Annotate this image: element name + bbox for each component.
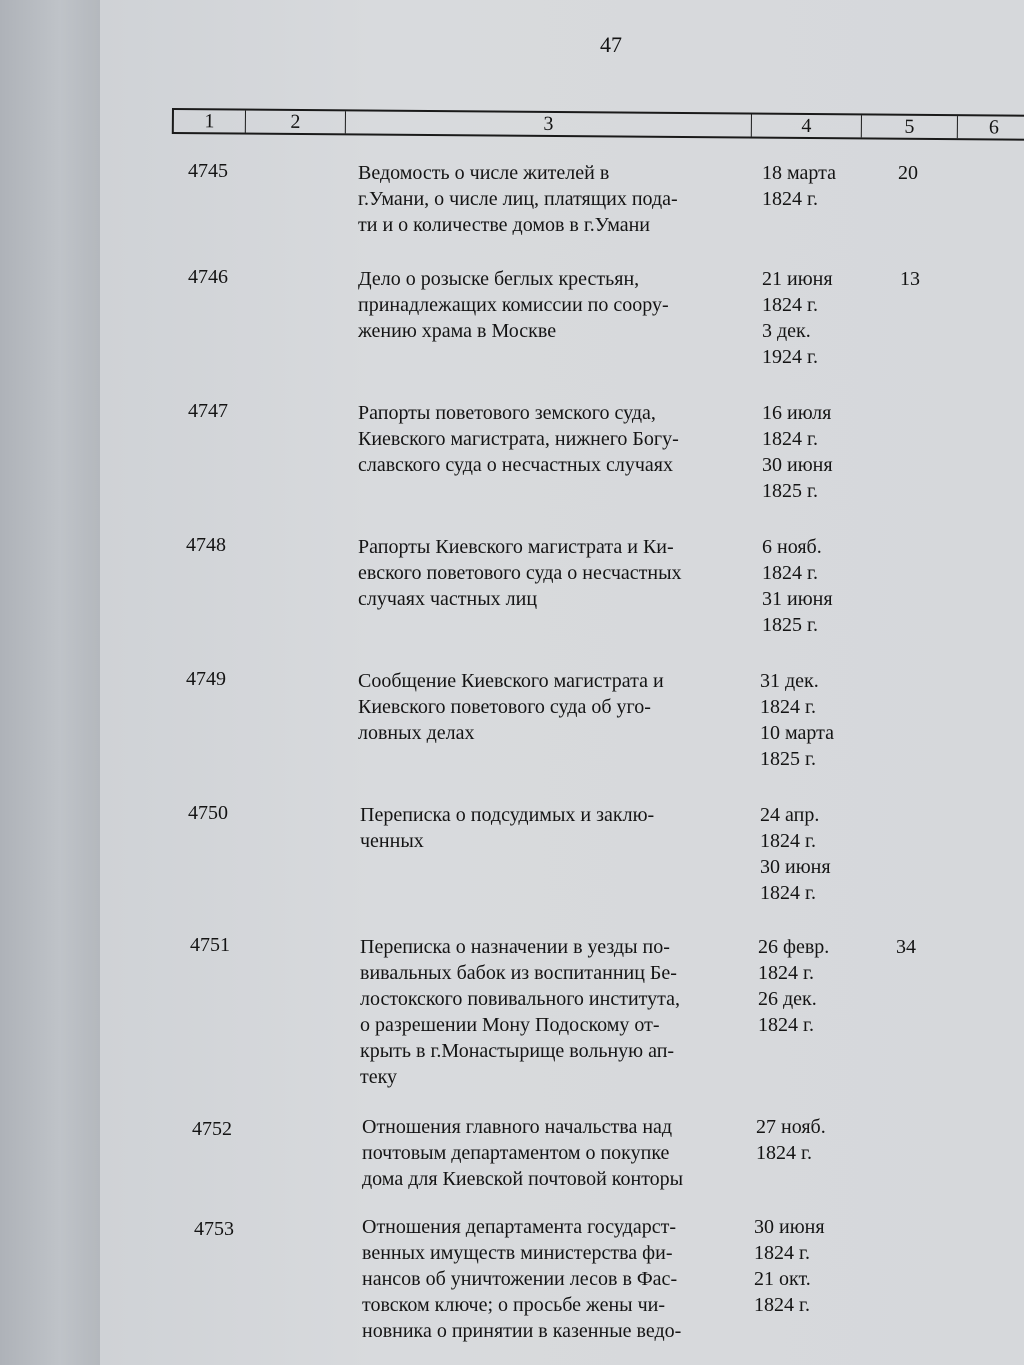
entry-number: 4747 xyxy=(188,400,228,422)
title-line: Киевского магистрата, нижнего Богу- xyxy=(358,428,679,450)
title-line: Дело о розыске беглых крестьян, xyxy=(358,268,640,290)
entry-title xyxy=(360,802,752,854)
column-header-4: 4 xyxy=(752,115,862,138)
entry-dates xyxy=(760,802,831,906)
title-line: случаях частных лиц xyxy=(358,588,538,610)
date-line: 18 марта xyxy=(762,162,836,184)
date-line: 1824 г. xyxy=(760,882,816,904)
entry-dates xyxy=(754,1214,825,1318)
date-line: 1824 г. xyxy=(762,294,818,316)
date-line: 31 дек. xyxy=(760,670,819,692)
page-number: 47 xyxy=(600,32,622,57)
date-line: 1824 г. xyxy=(754,1294,810,1316)
title-line: Переписка о подсудимых и заклю- xyxy=(360,804,655,826)
date-line: 31 июня xyxy=(762,588,833,610)
title-line: Рапорты поветового земского суда, xyxy=(358,402,656,424)
date-line: 30 июня xyxy=(762,454,833,476)
entry-title xyxy=(362,1214,754,1344)
title-line: Сообщение Киевского магистрата и xyxy=(358,670,664,692)
date-line: 6 нояб. xyxy=(762,536,822,558)
title-line: вивальных бабок из воспитанниц Бе- xyxy=(360,962,677,984)
title-line: крыть в г.Монастырище вольную ап- xyxy=(360,1040,675,1062)
title-line: венных имуществ министерства фи- xyxy=(362,1242,673,1264)
entry-title xyxy=(360,934,752,1090)
date-line: 1824 г. xyxy=(756,1142,812,1164)
entry-title xyxy=(358,400,750,478)
title-line: дома для Киевской почтовой конторы xyxy=(362,1168,684,1190)
entry-number: 4745 xyxy=(188,160,228,182)
date-line: 26 февр. xyxy=(758,936,830,958)
title-line: теку xyxy=(360,1066,398,1088)
title-line: ловных делах xyxy=(358,722,475,744)
entry-number: 4751 xyxy=(190,934,230,956)
column-header-2: 2 xyxy=(246,111,346,134)
entry-dates xyxy=(762,266,833,370)
date-line: 1825 г. xyxy=(762,480,818,502)
entry-dates xyxy=(760,668,834,772)
date-line: 1825 г. xyxy=(760,748,816,770)
entry-dates xyxy=(762,160,836,212)
entry-number: 4753 xyxy=(194,1218,234,1240)
title-line: товском ключе; о просьбе жены чи- xyxy=(362,1294,666,1316)
column-header-6: 6 xyxy=(988,116,999,139)
title-line: славского суда о несчастных случаях xyxy=(358,454,673,476)
entry-dates xyxy=(762,534,833,638)
entry-title xyxy=(358,266,750,344)
title-line: почтовым департаментом о покупке xyxy=(362,1142,670,1164)
date-line: 30 июня xyxy=(754,1216,825,1238)
date-line: 21 июня xyxy=(762,268,833,290)
entry-number: 4749 xyxy=(186,668,226,690)
date-line: 1824 г. xyxy=(762,562,818,584)
date-line: 26 дек. xyxy=(758,988,817,1010)
title-line: Киевского поветового суда об уго- xyxy=(358,696,651,718)
date-line: 1824 г. xyxy=(762,428,818,450)
date-line: 16 июля xyxy=(762,402,832,424)
entry-title xyxy=(358,668,750,746)
title-line: Переписка о назначении в уезды по- xyxy=(360,936,670,958)
title-line: лостокского повивального института, xyxy=(360,988,680,1010)
title-line: евского поветового суда о несчастных xyxy=(358,562,682,584)
date-line: 24 апр. xyxy=(760,804,820,826)
entry-sheet-count: 20 xyxy=(898,162,918,184)
date-line: 30 июня xyxy=(760,856,831,878)
entry-number: 4752 xyxy=(192,1118,232,1140)
date-line: 1824 г. xyxy=(760,830,816,852)
entry-title xyxy=(358,534,750,612)
entry-number: 4748 xyxy=(186,534,226,556)
date-line: 1824 г. xyxy=(758,1014,814,1036)
title-line: жению храма в Москве xyxy=(358,320,557,342)
title-line: ченных xyxy=(360,830,424,852)
date-line: 21 окт. xyxy=(754,1268,811,1290)
date-line: 3 дек. xyxy=(762,320,811,342)
entry-sheet-count: 13 xyxy=(900,268,920,290)
entry-number: 4750 xyxy=(188,802,228,824)
entry-number: 4746 xyxy=(188,266,228,288)
date-line: 10 марта xyxy=(760,722,834,744)
title-line: принадлежащих комиссии по соору- xyxy=(358,294,669,316)
title-line: г.Умани, о числе лиц, платящих пода- xyxy=(358,188,678,210)
date-line: 1825 г. xyxy=(762,614,818,636)
column-header-5: 5 xyxy=(862,115,958,138)
title-line: ти и о количестве домов в г.Умани xyxy=(358,214,651,236)
entry-title xyxy=(358,160,750,238)
entry-dates xyxy=(756,1114,826,1166)
title-line: Отношения департамента государст- xyxy=(362,1216,676,1238)
entry-title xyxy=(362,1114,754,1192)
date-line: 1824 г. xyxy=(754,1242,810,1264)
entry-dates xyxy=(762,400,833,504)
date-line: 1824 г. xyxy=(760,696,816,718)
date-line: 1824 г. xyxy=(758,962,814,984)
title-line: нансов об уничтожении лесов в Фас- xyxy=(362,1268,678,1290)
column-header-1: 1 xyxy=(174,110,246,133)
date-line: 1824 г. xyxy=(762,188,818,210)
title-line: новника о принятии в казенные ведо- xyxy=(362,1320,682,1342)
column-header-3: 3 xyxy=(346,111,752,136)
entry-sheet-count: 34 xyxy=(896,936,916,958)
date-line: 1924 г. xyxy=(762,346,818,368)
date-line: 27 нояб. xyxy=(756,1116,826,1138)
book-binding xyxy=(0,0,100,1365)
title-line: Рапорты Киевского магистрата и Ки- xyxy=(358,536,674,558)
title-line: Ведомость о числе жителей в xyxy=(358,162,610,184)
title-line: о разрешении Мону Подоскому от- xyxy=(360,1014,660,1036)
title-line: Отношения главного начальства над xyxy=(362,1116,673,1138)
entry-dates xyxy=(758,934,829,1038)
